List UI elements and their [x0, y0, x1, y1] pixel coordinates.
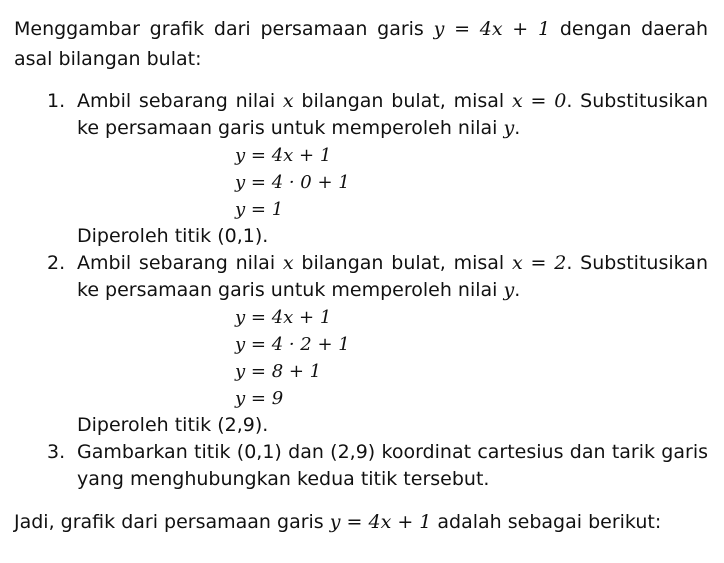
step-2-var-y: y: [503, 279, 515, 301]
step-2-instruction: [77, 250, 708, 304]
step-1-text-a: Ambil sebarang nilai: [77, 90, 283, 112]
step-1: [14, 88, 708, 250]
intro-equation: y = 4x + 1: [433, 18, 551, 40]
step-2-equations: [235, 304, 708, 412]
step-2-number: 2.: [47, 252, 66, 274]
step-1-number: 1.: [47, 90, 66, 112]
document: [14, 14, 708, 556]
step-1-var-y: y: [503, 117, 515, 139]
step-1-text-d: .: [514, 117, 521, 139]
step-2-equation: y = 8 + 1: [235, 361, 322, 382]
step-1-var-x: x: [282, 90, 294, 112]
step-1-choice: x = 0: [512, 90, 567, 112]
conclusion-paragraph: [14, 507, 708, 537]
step-2-text-a: Ambil sebarang nilai: [77, 252, 283, 274]
step-2-equation: y = 4 · 2 + 1: [235, 334, 350, 355]
step-2-equation: y = 4x + 1: [235, 307, 332, 328]
intro-text-before: Menggambar grafik dari persamaan garis: [14, 18, 434, 40]
step-1-equations: [235, 142, 708, 223]
step-1-equation: y = 4 · 0 + 1: [235, 172, 350, 193]
step-2-equation: y = 9: [235, 388, 284, 409]
step-2-text-d: .: [514, 279, 521, 301]
intro-text-after: dengan daerah asal bilangan bulat:: [14, 18, 709, 70]
step-1-instruction: [77, 88, 708, 142]
intro-paragraph: [14, 14, 708, 74]
step-1-text-b: bilangan bulat, misal: [293, 90, 512, 112]
step-3-instruction: Gambarkan titik (0,1) dan (2,9) koordinat cartesius dan tarik garis yang menghubungkan kedua titik tersebut.: [77, 441, 708, 490]
step-2-result: Diperoleh titik (2,9).: [77, 414, 269, 436]
step-1-equation: y = 4x + 1: [235, 145, 332, 166]
conclusion-equation: y = 4x + 1: [329, 511, 432, 533]
step-2: [14, 250, 708, 439]
conclusion-text-after: adalah sebagai berikut:: [431, 511, 662, 533]
conclusion-text-before: Jadi, grafik dari persamaan garis: [14, 511, 330, 533]
step-2-text-b: bilangan bulat, misal: [293, 252, 512, 274]
steps-list: [14, 88, 708, 493]
step-1-result: Diperoleh titik (0,1).: [77, 225, 269, 247]
step-2-var-x: x: [282, 252, 294, 274]
step-3: [14, 439, 708, 493]
step-2-text-c: . Substitusikan ke persamaan garis untuk memperoleh nilai: [77, 252, 708, 301]
step-1-text-c: . Substitusikan ke persamaan garis untuk memperoleh nilai: [77, 90, 708, 139]
step-3-number: 3.: [47, 441, 66, 463]
step-1-equation: y = 1: [235, 199, 284, 220]
step-2-choice: x = 2: [512, 252, 567, 274]
